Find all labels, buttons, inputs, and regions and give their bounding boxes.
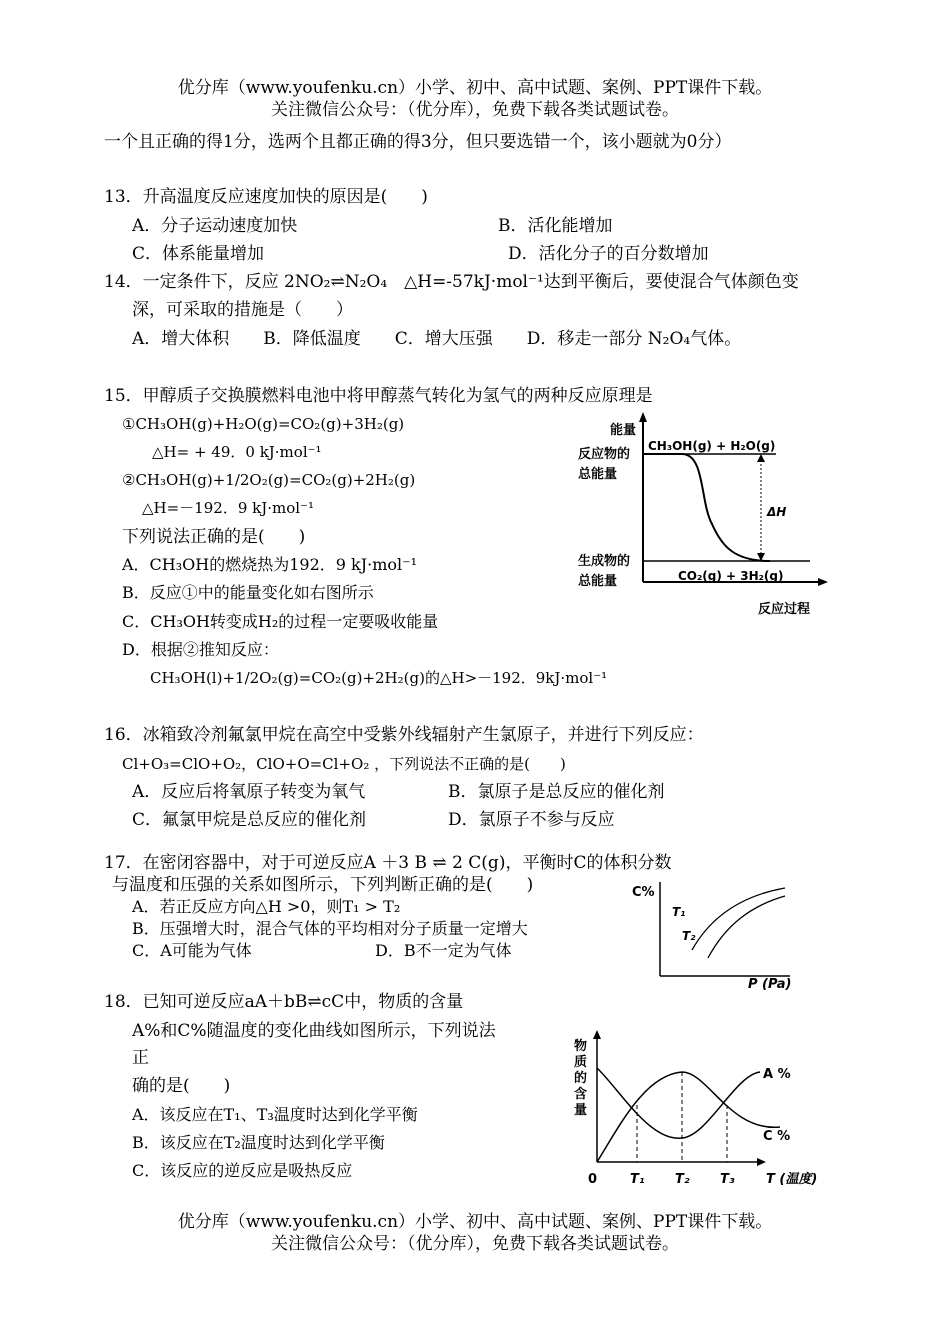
q17-stem-1: 17．在密闭容器中，对于可逆反应A ＋3 B ⇌ 2 C(g)，平衡时C的体积分数 [104, 853, 672, 873]
graph-t1-label: T₁ [672, 905, 686, 919]
graph-t2: T₂ [675, 1172, 690, 1187]
q16-option-b: B．氯原子是总反应的催化剂 [448, 782, 665, 802]
q15-reaction-2: ②CH₃OH(g)+1/2O₂(g)=CO₂(g)+2H₂(g) [122, 471, 416, 489]
graph-origin: 0 [588, 1172, 598, 1187]
footer-line-1: 优分库（www.youfenku.cn）小学、初中、高中试题、案例、PPT课件下载。 [177, 1212, 773, 1232]
graph-y-title: 能量 [610, 423, 637, 438]
a-percent-curve [597, 1068, 760, 1138]
graph-t2-label: T₂ [682, 929, 696, 943]
q17-option-d: D．B不一定为气体 [375, 941, 512, 960]
q17-stem-2: 与温度和压强的关系如图所示，下列判断正确的是( ) [112, 875, 534, 895]
q15-reaction-1: ①CH₃OH(g)+H₂O(g)=CO₂(g)+3H₂(g) [122, 415, 405, 433]
q14-stem-2: 深，可采取的措施是（ ） [132, 300, 353, 320]
q15-ask: 下列说法正确的是( ) [122, 527, 306, 547]
graph-x-title: T (温度) [766, 1172, 818, 1187]
graph-product-label-1: 生成物的 [578, 554, 631, 569]
q15-reaction-1-dh: △H= + 49．0 kJ·mol⁻¹ [152, 443, 322, 461]
graph-x-title: 反应过程 [758, 602, 811, 617]
q17-option-c: C．A可能为气体 [132, 941, 252, 960]
delta-h-arrow-top [757, 454, 765, 462]
q18-option-a: A．该反应在T₁、T₃温度时达到化学平衡 [132, 1105, 418, 1124]
x-axis-arrow [818, 578, 828, 586]
q13-option-a: A．分子运动速度加快 [132, 216, 298, 236]
graph-y-4: 含 [574, 1087, 588, 1102]
q16-option-d: D．氯原子不参与反应 [448, 810, 615, 830]
q15-option-d: D．根据②推知反应： [122, 640, 279, 659]
c-percent-curve [597, 1072, 780, 1162]
graph-y-1: 物 [574, 1039, 588, 1054]
q17-cpercent-diagram [630, 878, 800, 993]
q16-option-c: C．氟氯甲烷是总反应的催化剂 [132, 810, 367, 830]
graph-reactant-label-2: 总能量 [578, 467, 618, 482]
x-axis-arrow [757, 1158, 766, 1166]
q16-equation: Cl+O₃=ClO+O₂，ClO+O=Cl+O₂ ，下列说法不正确的是( ) [122, 755, 566, 773]
q15-option-d-reaction: CH₃OH(l)+1/2O₂(g)=CO₂(g)+2H₂(g)的△H>－192．9kJ·mol⁻¹ [150, 669, 608, 687]
y-axis-arrow [593, 1030, 601, 1039]
intro-text: 一个且正确的得1分，选两个且都正确的得3分，但只要选错一个，该小题就为0分） [104, 132, 732, 152]
q16-option-a: A．反应后将氧原子转变为氧气 [132, 782, 366, 802]
graph-x-title: P (Pa) [748, 977, 792, 992]
t2-curve [708, 896, 785, 958]
q15-reaction-2-dh: △H=－192．9 kJ·mol⁻¹ [142, 499, 314, 517]
graph-t1: T₁ [630, 1172, 645, 1187]
q18-stem-3: 正 [132, 1048, 149, 1068]
energy-curve [643, 454, 770, 561]
graph-delta-h: ΔH [767, 505, 787, 519]
graph-product-formula: CO₂(g) + 3H₂(g) [678, 569, 784, 583]
graph-product-label-2: 总能量 [578, 574, 618, 589]
graph-y-2: 质 [574, 1055, 588, 1070]
q15-stem: 15．甲醇质子交换膜燃料电池中将甲醇蒸气转化为氢气的两种反应原理是 [104, 386, 653, 406]
q13-stem: 13．升高温度反应速度加快的原因是( ) [104, 187, 428, 207]
q13-option-d: D．活化分子的百分数增加 [508, 244, 709, 264]
q18-content-diagram [570, 1030, 830, 1190]
graph-reactant-label-1: 反应物的 [578, 447, 631, 462]
header-line-1: 优分库（www.youfenku.cn）小学、初中、高中试题、案例、PPT课件下载。 [177, 78, 773, 98]
q13-option-b: B．活化能增加 [498, 216, 613, 236]
q18-option-b: B．该反应在T₂温度时达到化学平衡 [132, 1133, 385, 1152]
q17-option-a: A．若正反应方向△H >0，则T₁ > T₂ [132, 897, 401, 916]
q18-stem-1: 18．已知可逆反应aA＋bB⇌cC中，物质的含量 [104, 992, 464, 1012]
q14-stem-1: 14．一定条件下，反应 2NO₂⇌N₂O₄ △H=-57kJ·mol⁻¹达到平衡后，要使混合气体颜色变 [104, 272, 799, 292]
graph-c-label: C % [763, 1129, 791, 1144]
q15-option-a: A．CH₃OH的燃烧热为192．9 kJ·mol⁻¹ [122, 555, 418, 574]
y-axis-arrow [639, 412, 647, 422]
graph-reactant-formula: CH₃OH(g) + H₂O(g) [648, 439, 776, 453]
q17-option-b: B．压强增大时，混合气体的平均相对分子质量一定增大 [132, 919, 528, 938]
graph-y-5: 量 [574, 1103, 588, 1118]
graph-y-title: C% [632, 885, 655, 900]
q18-stem-2: A%和C%随温度的变化曲线如图所示，下列说法 [132, 1021, 496, 1041]
q15-option-c: C．CH₃OH转变成H₂的过程一定要吸收能量 [122, 612, 439, 631]
graph-t3: T₃ [720, 1172, 735, 1187]
q15-option-b: B．反应①中的能量变化如右图所示 [122, 583, 374, 602]
q14-options: A．增大体积 B．降低温度 C．增大压强 D．移走一部分 N₂O₄气体。 [132, 329, 742, 349]
header-line-2: 关注微信公众号：（优分库），免费下载各类试题试卷。 [271, 100, 679, 120]
footer-line-2: 关注微信公众号：（优分库），免费下载各类试题试卷。 [271, 1234, 679, 1254]
graph-y-3: 的 [574, 1071, 588, 1086]
q13-option-c: C．体系能量增加 [132, 244, 265, 264]
t1-curve [692, 888, 785, 950]
q15-energy-diagram [570, 412, 840, 627]
q18-option-c: C．该反应的逆反应是吸热反应 [132, 1161, 353, 1180]
q16-stem: 16．冰箱致冷剂氟氯甲烷在高空中受紫外线辐射产生氯原子，并进行下列反应： [104, 725, 704, 745]
graph-a-label: A % [763, 1067, 791, 1082]
q18-stem-4: 确的是( ) [132, 1076, 231, 1096]
